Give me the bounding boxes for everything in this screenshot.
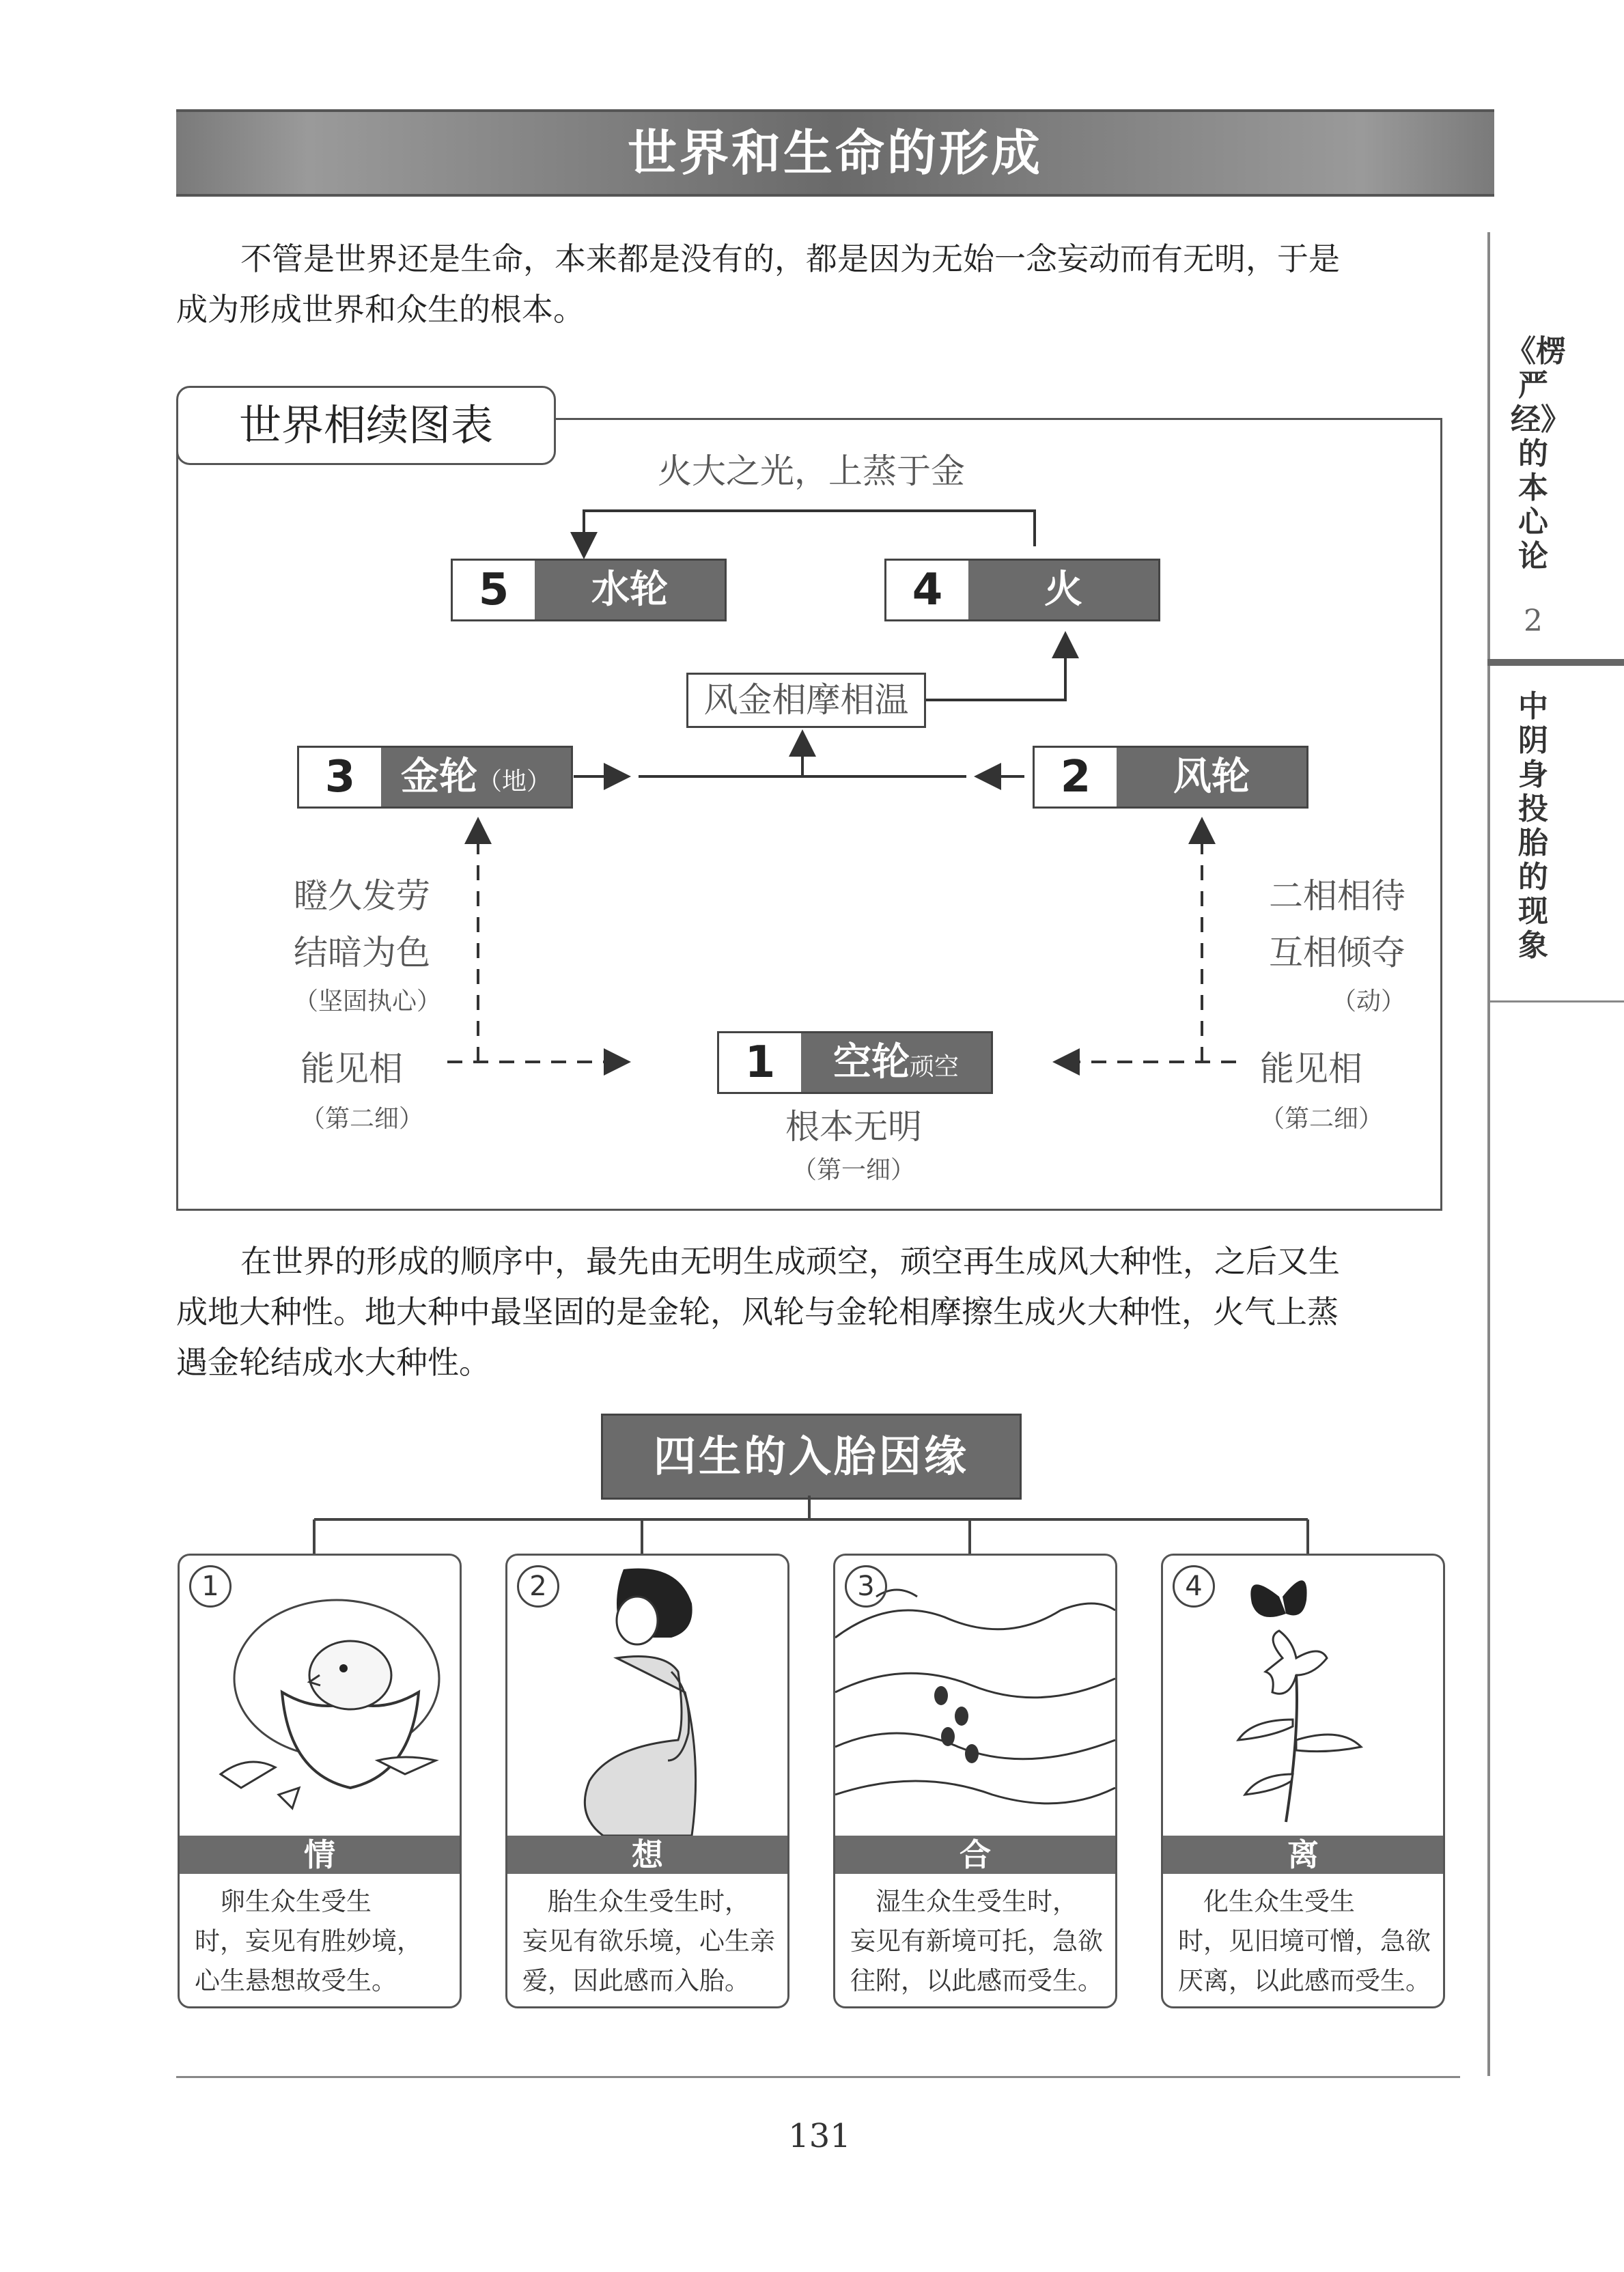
node-number: 2 <box>1035 748 1117 807</box>
card-number: 3 <box>845 1565 887 1608</box>
diagram-label: 世界相续图表 <box>176 386 556 465</box>
node-label <box>381 748 571 807</box>
intro-line-1: 不管是世界还是生命，本来都是没有的，都是因为无始一念妄动而有无明，于是 <box>240 240 1340 277</box>
left-bottom-line-2: （第二细） <box>300 1105 424 1133</box>
birth-card-womb <box>505 1554 789 2008</box>
explanation-line-1: 在世界的形成的顺序中，最先由无明生成顽空，顽空再生成风大种性，之后又生 <box>240 1243 1340 1280</box>
intro-line-2: 成为形成世界和众生的根本。 <box>176 291 585 328</box>
right-bottom-line-2: （第二细） <box>1260 1105 1384 1133</box>
node-label-text: 金轮 <box>400 755 477 799</box>
right-bottom-line-1: 能见相 <box>1260 1049 1362 1089</box>
card-number: 1 <box>189 1565 232 1608</box>
desc-line: 湿生众生受生时， <box>850 1887 1078 1916</box>
side-tab-chapter-number: 2 <box>1524 604 1543 639</box>
desc-line: 妄见有欲乐境，心生亲 <box>522 1926 775 1956</box>
center-bottom-line-1: 根本无明 <box>785 1107 922 1147</box>
explanation-line-2: 成地大种性。地大种中最坚固的是金轮，风轮与金轮相摩擦生成火大种性，火气上蒸 <box>176 1293 1339 1330</box>
node-number: 4 <box>886 561 968 619</box>
node-number: 3 <box>299 748 381 807</box>
node-label: 风轮 <box>1117 748 1306 807</box>
page-number: 131 <box>788 2117 851 2155</box>
birth-card-transformation <box>1161 1554 1445 2008</box>
desc-line: 往附，以此感而受生。 <box>850 1966 1103 1995</box>
node-label: 水轮 <box>535 561 725 619</box>
side-tab-chapter: 《楞严经》的本心论 <box>1506 334 1566 574</box>
node-label: 火 <box>968 561 1158 619</box>
node-metal-wheel <box>297 746 573 809</box>
right-note-line-3: （动） <box>1331 987 1405 1015</box>
card-number: 2 <box>517 1565 559 1608</box>
middle-note-box: 风金相摩相温 <box>686 673 926 728</box>
page-title: 世界和生命的形成 <box>627 124 1043 182</box>
node-label-text: 空轮 <box>832 1040 910 1084</box>
node-number: 5 <box>453 561 535 619</box>
card-description <box>850 1882 1103 2001</box>
node-number: 1 <box>719 1033 801 1092</box>
top-note: 火大之光，上蒸于金 <box>658 451 965 491</box>
desc-line: 卵生众生受生 <box>195 1887 372 1916</box>
card-label: 情 <box>180 1836 460 1874</box>
left-bottom-line-1: 能见相 <box>300 1049 403 1089</box>
left-note-line-1: 瞪久发劳 <box>294 876 430 916</box>
node-label-suffix: 顽空 <box>909 1053 959 1081</box>
card-description <box>195 1882 447 2001</box>
desc-line: 心生悬想故受生。 <box>195 1966 397 1995</box>
right-note-line-2: 互相倾夺 <box>1269 933 1405 972</box>
node-water-wheel <box>451 559 727 621</box>
node-label <box>801 1033 991 1092</box>
node-void-wheel <box>717 1031 993 1094</box>
card-description <box>522 1882 775 2001</box>
birth-card-egg <box>178 1554 462 2008</box>
desc-line: 化生众生受生 <box>1178 1887 1355 1916</box>
card-label: 离 <box>1163 1836 1443 1874</box>
desc-line: 妄见有新境可托，急欲 <box>850 1926 1103 1956</box>
desc-line: 时，妄见有胜妙境， <box>195 1926 422 1956</box>
four-births-title: 四生的入胎因缘 <box>601 1414 1022 1500</box>
desc-line: 爱，因此感而入胎。 <box>522 1966 750 1995</box>
left-note-line-3: （坚固执心） <box>294 987 442 1015</box>
center-bottom-line-2: （第一细） <box>792 1156 915 1184</box>
four-births-connector <box>0 1489 1624 1564</box>
footer-rule <box>176 2076 1460 2078</box>
node-wind-wheel <box>1033 746 1308 809</box>
desc-line: 厌离，以此感而受生。 <box>1178 1966 1431 1995</box>
desc-line: 胎生众生受生时， <box>522 1887 750 1916</box>
card-label: 想 <box>507 1836 787 1874</box>
node-label-suffix: （地） <box>477 768 551 796</box>
left-note-line-2: 结暗为色 <box>294 933 430 972</box>
card-description <box>1178 1882 1431 2001</box>
desc-line: 时，见旧境可憎，急欲 <box>1178 1926 1431 1956</box>
explanation-line-3: 遇金轮结成水大种性。 <box>176 1344 490 1381</box>
right-note-line-1: 二相相待 <box>1269 876 1405 916</box>
node-fire <box>884 559 1160 621</box>
card-label: 合 <box>835 1836 1115 1874</box>
side-tab-section: 中阴身投胎的现象 <box>1518 689 1548 963</box>
birth-card-moisture <box>833 1554 1117 2008</box>
card-number: 4 <box>1173 1565 1215 1608</box>
